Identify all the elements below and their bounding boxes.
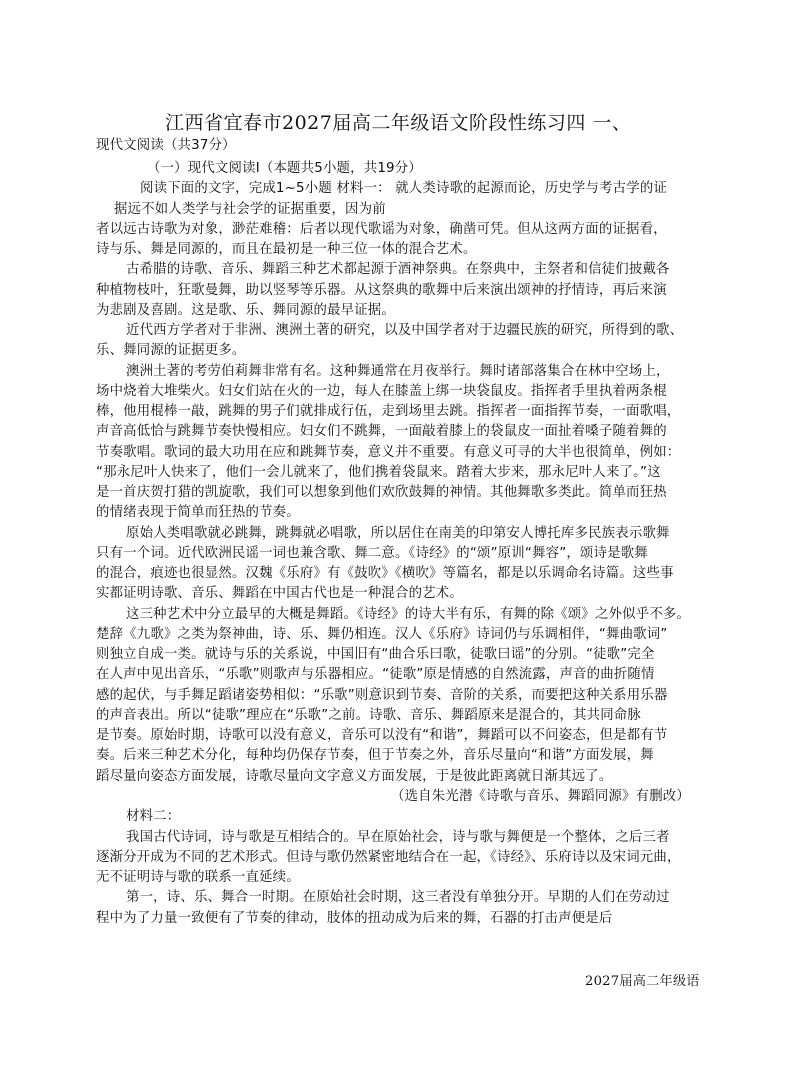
text-line: 原始人类唱歌就必跳舞，跳舞就必唱歌，所以居住在南美的印第安人博托库多民族表示歌舞 [126,526,670,541]
text-line: 古希腊的诗歌、音乐、舞蹈三种艺术都起源于酒神祭典。在祭典中，主祭者和信徒们披戴各 [126,262,670,277]
text-line: 的声音表出。所以“徒歌”理应在“乐歌”之前。诗歌、音乐、舞蹈原来是混合的，其共同命脉 [96,708,641,723]
text-line: 这三种艺术中分立最早的大概是舞蹈。《诗经》的诗大半有乐，有舞的除《颂》之外似乎不多。 [126,607,691,622]
text-line: 无不证明诗与歌的联系一直延续。 [96,870,300,885]
text-line: 澳洲土著的考劳伯莉舞非常有名。这种舞通常在月夜举行。舞时诸部落集合在林中空场上， [126,364,670,379]
text-line: 节奏歌唱。歌词的最大功用在应和跳舞节奏，意义并不重要。有意义可寻的大半也很简单，例如： [96,445,681,460]
text-line: 近代西方学者对于非洲、澳洲土著的研究，以及中国学者对于边疆民族的研究，所得到的歌、 [126,323,684,338]
text-line: 感的起伏，与手舞足蹈诸姿势相似：“乐歌”则意识到节奏、音阶的关系，而要把这种关系用乐器 [96,688,668,703]
text-line: 声音高低恰与跳舞节奏快慢相应。妇女们不跳舞，一面敲着膝上的袋鼠皮一面扯着嗓子随着舞的 [96,424,667,439]
text-line: 只有一个词。近代欧洲民谣一词也兼含歌、舞二意。《诗经》的“颂”原训“舞容”，颂诗是歌舞 [96,546,648,561]
document-title: 江西省宜春市2027届高二年级语文阶段性练习四 一、 [165,112,632,134]
material-heading: 材料二： [126,809,181,824]
text-line: 棒，他用棍棒一敲，跳舞的男子们就排成行伍，走到场里去跳。指挥者一面指挥节奏，一面歌唱， [96,404,681,419]
subsection-heading: （一）现代文阅读Ⅰ（本题共5小题，共19分） [147,161,422,176]
text-line: 我国古代诗词，诗与歌是互相结合的。早在原始社会，诗与歌与舞便是一个整体，之后三者 [126,830,670,845]
text-line: 蹈尽量向姿态方面发展，诗歌尽量向文字意义方面发展，于是彼此距离就日渐其远了。 [96,769,613,784]
text-line: 是节奏。原始时期，诗歌可以没有意义，音乐可以没有“和谐”，舞蹈可以不问姿态，但是都有节 [96,728,668,743]
text-line: 的情绪表现于简单而狂热的节奏。 [96,505,300,520]
text-line: 则独立自成一类。就诗与乐的关系说，中国旧有“曲合乐曰歌，徒歌曰谣”的分别。“徒歌”完全 [96,647,655,662]
text-line: 种植物枝叶，狂歌曼舞，助以竖琴等乐器。从这祭典的歌舞中后来演出颂神的抒情诗，再后来演 [96,283,667,298]
page-footer: 2027届高二年级语 [585,974,700,989]
text-line: 实都证明诗歌、音乐、舞蹈在中国古代也是一种混合的艺术。 [96,586,463,601]
text-line: 第一，诗、乐、舞合一时期。在原始社会时期，这三者没有单独分开。早期的人们在劳动过 [126,890,670,905]
text-line: 程中为了力量一致便有了节奏的律动，肢体的扭动成为后来的舞，石器的打击声便是后 [96,911,613,926]
text-line: 奏。后来三种艺术分化，每种均仍保存节奏，但于节奏之外，音乐尽量向“和谐”方面发展，舞 [96,748,654,763]
text-line: 阅读下面的文字，完成1~5小题 材料一： 就人类诗歌的起源而论，历史学与考古学的证 [140,181,668,196]
text-line: 逐渐分开成为不同的艺术形式。但诗与歌仍然紧密地结合在一起，《诗经》、乐府诗以及宋词元曲， [96,850,681,865]
text-line: 的混合，痕迹也很显然。汉魏《乐府》有《鼓吹》《横吹》等篇名，都是以乐调命名诗篇。这些事 [96,566,674,581]
text-line: 诗与乐、舞是同源的，而且在最初是一种三位一体的混合艺术。 [96,242,477,257]
text-line: “那永尼叶人快来了，他们一会儿就来了，他们携着袋鼠来。踏着大步来，那永尼叶人来了。”这 [96,465,661,480]
text-line: 据远不如人类学与社会学的证据重要，因为前 [114,202,386,217]
section-heading: 现代文阅读（共37分） [96,138,236,153]
text-line: 为悲剧及喜剧。这是歌、乐、舞同源的最早证据。 [96,303,395,318]
source-citation: （选自朱光潜《诗歌与音乐、舞蹈同源》有删改） [391,789,690,804]
text-line: 者以远古诗歌为对象，渺茫难稽：后者以现代歌谣为对象，确凿可凭。但从这两方面的证据看， [96,222,667,237]
text-line: 是一首庆贺打猎的凯旋歌，我们可以想象到他们欢欣鼓舞的神情。其他舞歌多类此。简单而狂热 [96,485,667,500]
text-line: 乐、舞同源的证据更多。 [96,343,246,358]
text-line: 在人声中见出音乐，“乐歌”则歌声与乐器相应。“徒歌”原是情感的自然流露，声音的曲折随情 [96,667,655,682]
text-line: 场中烧着大堆柴火。妇女们站在火的一边，每人在膝盖上绑一块袋鼠皮。指挥者手里执着两条棍 [96,384,667,399]
text-line: 楚辞《九歌》之类为祭神曲，诗、乐、舞仍相连。汉人《乐府》诗词仍与乐调相伴，“舞曲歌词” [96,627,668,642]
